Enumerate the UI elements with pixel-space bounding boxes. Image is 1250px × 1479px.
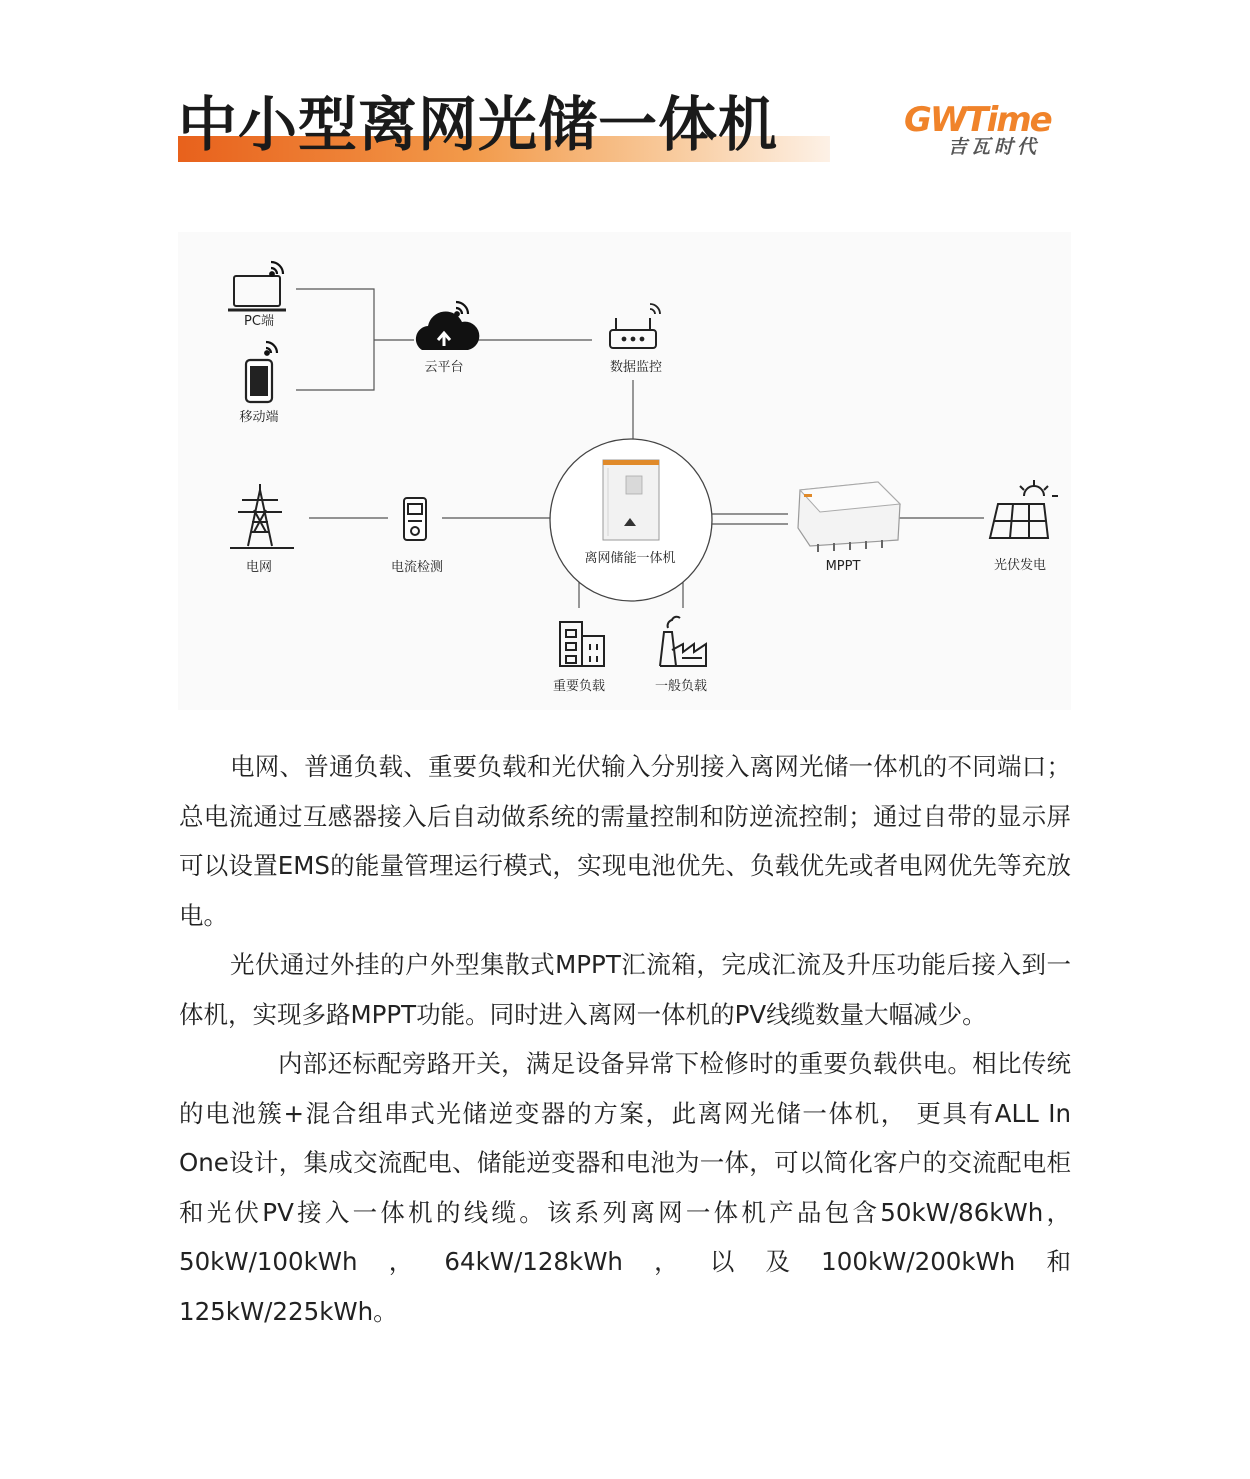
label-pv: 光伏发电	[993, 558, 1047, 573]
brand-logo	[904, 100, 1074, 164]
label-mobile: 移动端	[239, 410, 279, 425]
paragraph-3: 内部还标配旁路开关，满足设备异常下检修时的重要负载供电。相比传统的电池簇+混合组串式光储逆变器的方案，此离网光储一体机， 更具有ALL In One设计，集成交流配电、储能逆变器和电池为一体，可以简化客户的交流配电柜和光伏PV接入一体机的线缆。该系列离网一体机产品包含50kW/86kWh，50kW/100kWh，64kW/128kWh，以及100kW/200kWh和125kW/225kWh。	[179, 1049, 1071, 1326]
body-text	[179, 742, 1071, 1336]
label-monitor: 数据监控	[609, 360, 663, 375]
building-icon	[560, 622, 604, 666]
line-pc-mobile	[296, 289, 374, 390]
wifi-icon-mobile	[265, 342, 277, 355]
solar-panel-icon	[990, 480, 1058, 538]
label-general-load: 一般负载	[654, 679, 708, 694]
wifi-icon-cloud	[455, 302, 468, 316]
logo-subtitle: 吉瓦时代	[948, 136, 1041, 158]
mobile-icon	[246, 360, 272, 402]
system-diagram	[178, 232, 1071, 710]
page-title: 中小型离网光储一体机	[178, 90, 779, 159]
meter-icon	[404, 498, 426, 540]
paragraph-1: 电网、普通负载、重要负载和光伏输入分别接入离网光储一体机的不同端口；总电流通过互感器接入后自动做系统的需量控制和防逆流控制；通过自带的显示屏可以设置EMS的能量管理运行模式，实现电池优先、负载优先或者电网优先等充放电。	[179, 752, 1071, 930]
label-pc: PC端	[244, 314, 274, 329]
cloud-icon	[416, 312, 479, 350]
paragraph-2: 光伏通过外挂的户外型集散式MPPT汇流箱，完成汇流及升压功能后接入到一体机，实现多路MPPT功能。同时进入离网一体机的PV线缆数量大幅减少。	[179, 950, 1071, 1029]
label-meter: 电流检测	[390, 560, 444, 575]
wifi-icon-pc	[270, 262, 283, 276]
title-block	[178, 84, 838, 166]
label-center: 离网储能一体机	[584, 551, 676, 566]
logo-wordmark: GWTime	[904, 100, 1051, 140]
mppt-icon	[798, 482, 900, 552]
label-grid: 电网	[245, 560, 273, 575]
label-mppt: MPPT	[825, 559, 861, 574]
label-cloud: 云平台	[424, 360, 464, 375]
cabinet-icon	[603, 460, 659, 540]
label-critical-load: 重要负载	[552, 679, 606, 694]
pc-icon	[228, 276, 286, 310]
power-tower-icon	[230, 484, 294, 548]
wifi-icon-router	[650, 304, 660, 314]
factory-icon	[660, 617, 706, 666]
diagram-graphics	[178, 232, 1071, 710]
router-icon	[610, 318, 656, 348]
